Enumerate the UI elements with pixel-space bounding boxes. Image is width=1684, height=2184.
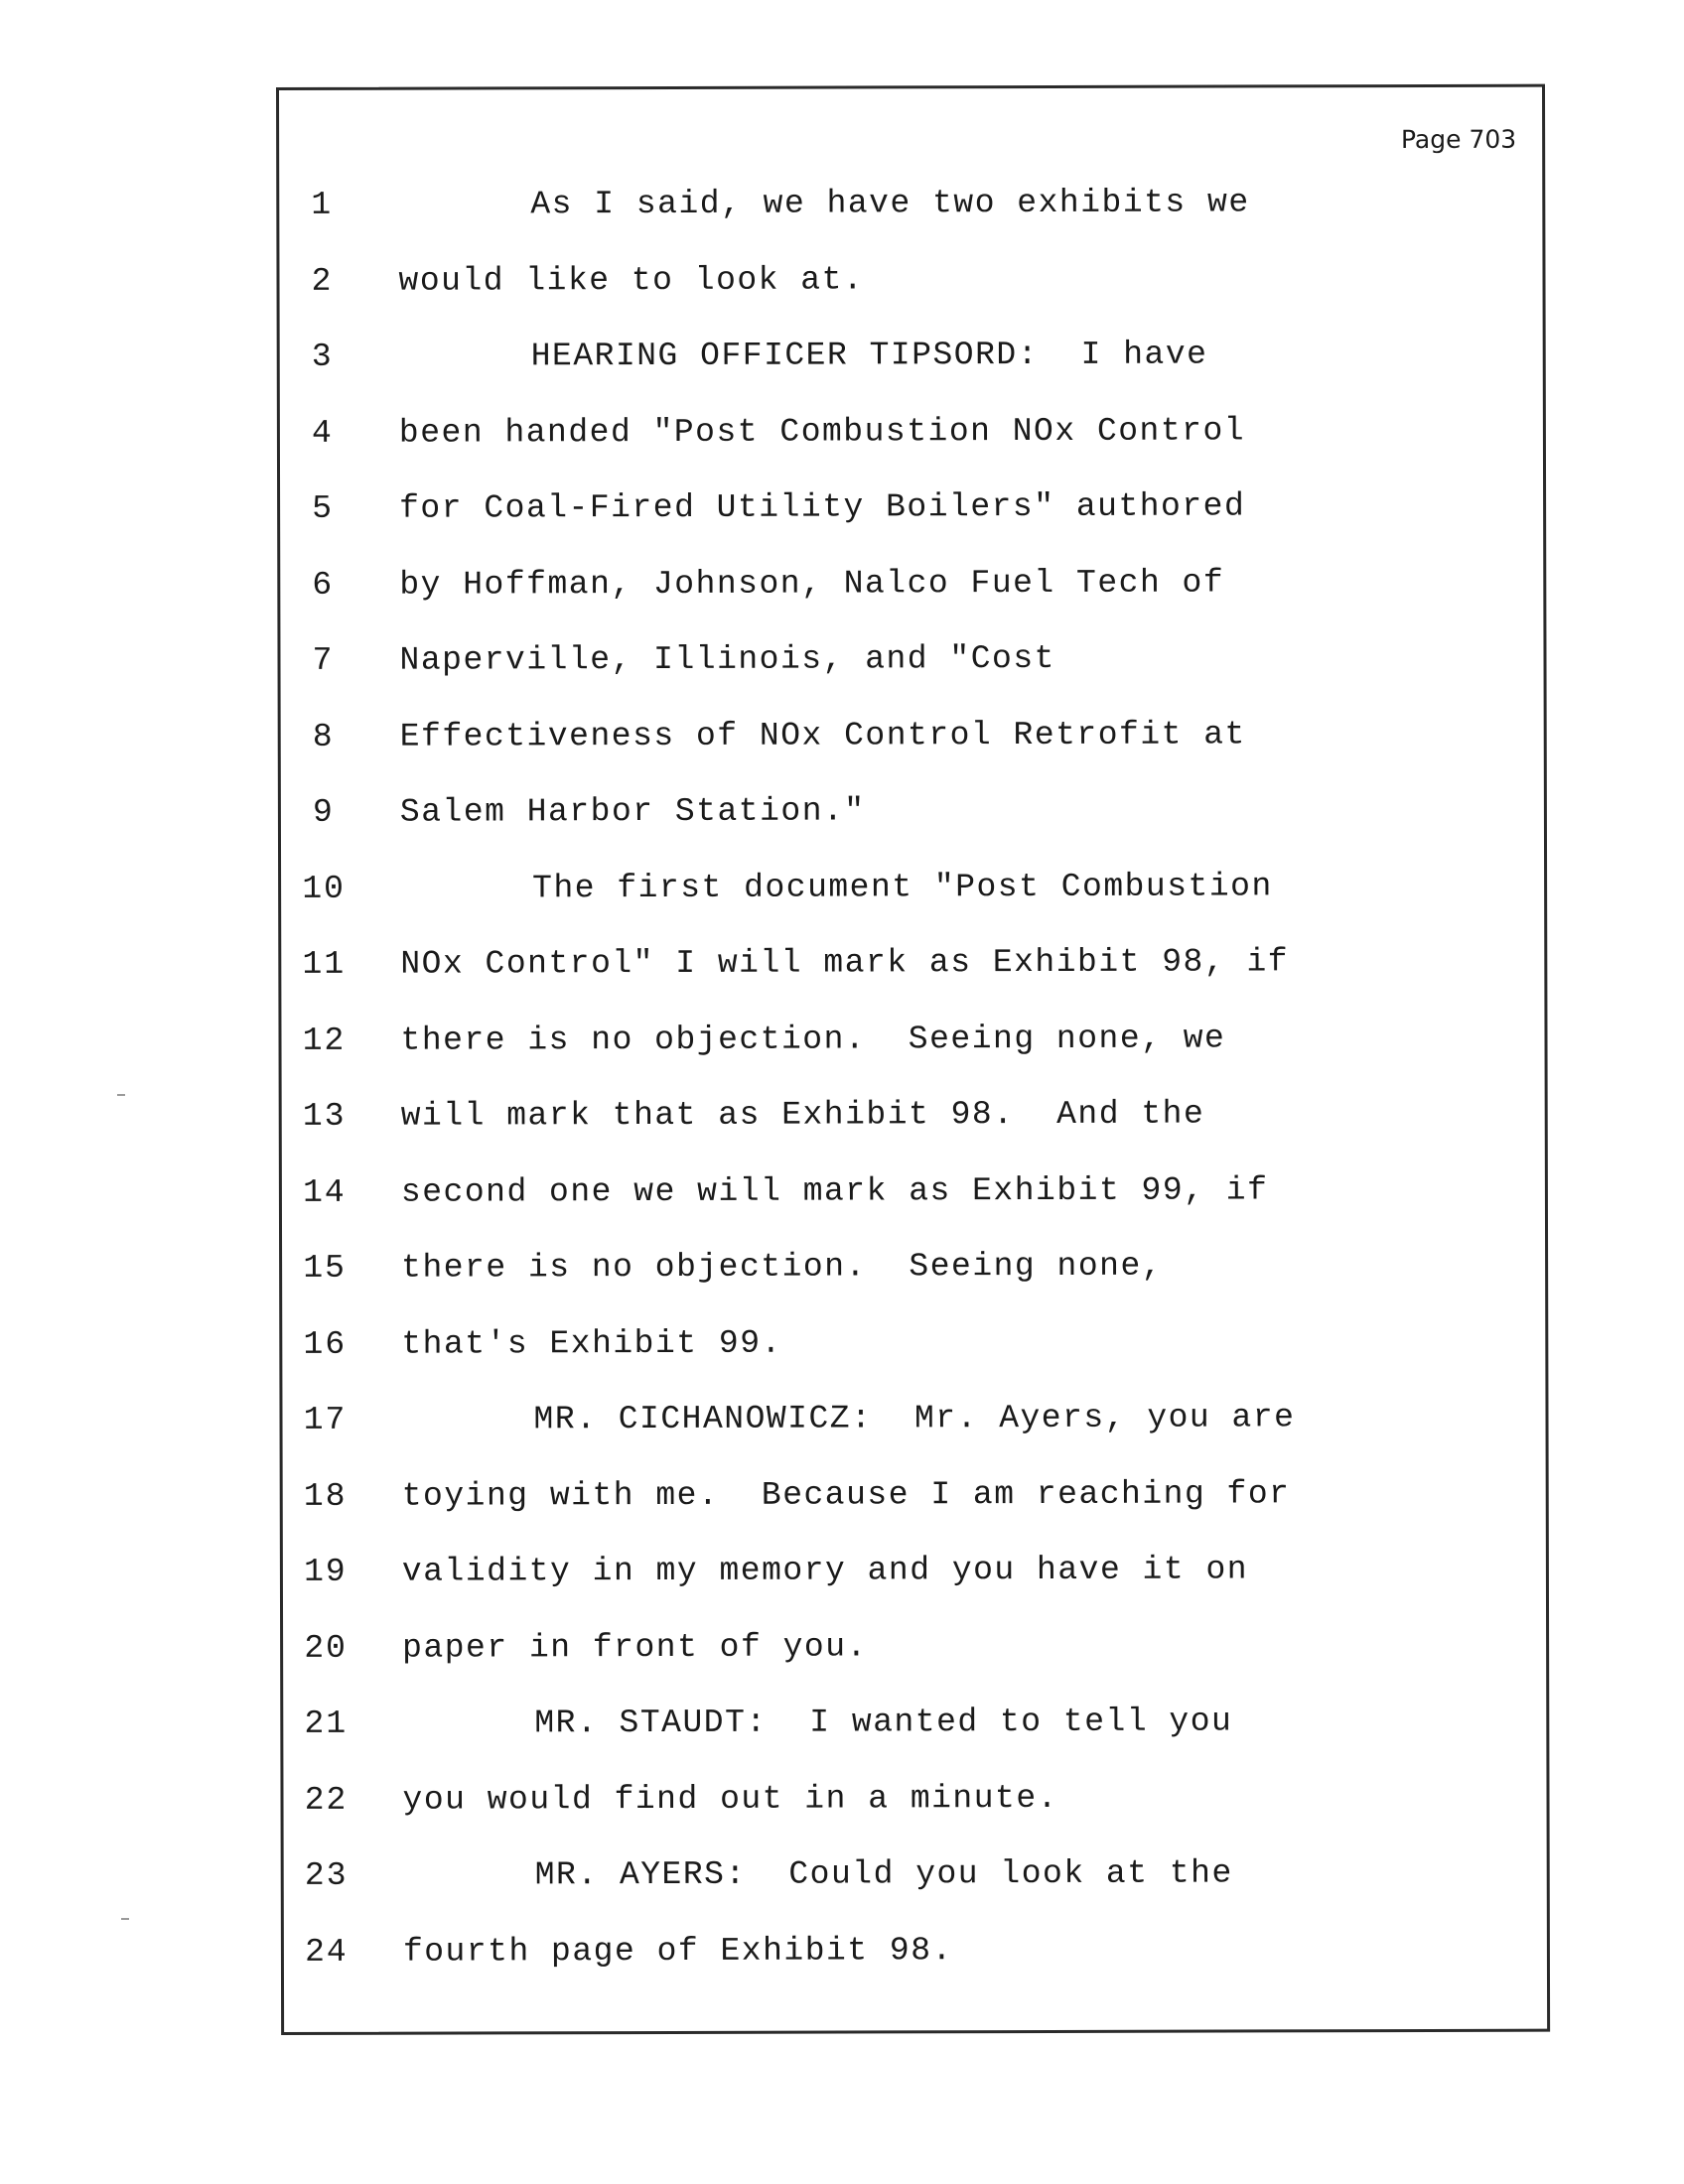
line-number: 17 (303, 1401, 348, 1438)
line-text: you would find out in a minute. (402, 1779, 1058, 1819)
transcript-line (282, 1076, 1545, 1156)
line-number: 12 (302, 1022, 347, 1059)
transcript-line (280, 544, 1543, 623)
line-text: would like to look at. (398, 260, 865, 300)
line-text: As I said, we have two exhibits we (530, 184, 1250, 223)
line-text: fourth page of Exhibit 98. (402, 1931, 953, 1971)
transcript-line (283, 1759, 1546, 1839)
scan-speck (117, 1094, 125, 1096)
transcript-line (283, 1455, 1546, 1535)
line-number: 24 (305, 1933, 349, 1971)
transcript-line (280, 317, 1543, 396)
transcript-line (283, 1532, 1546, 1611)
line-number: 13 (302, 1097, 347, 1135)
line-number: 5 (312, 489, 335, 527)
line-text: The first document "Post Combustion (532, 867, 1273, 906)
line-text: by Hoffman, Johnson, Nalco Fuel Tech of (399, 564, 1225, 604)
line-text: will mark that as Exhibit 98. And the (400, 1095, 1205, 1135)
line-text: for Coal-Fired Utility Boilers" authored (399, 487, 1246, 527)
transcript-line (280, 620, 1543, 700)
transcript-line (282, 1152, 1545, 1231)
line-number: 10 (302, 870, 346, 907)
scan-speck (121, 1918, 129, 1920)
line-text: there is no objection. Seeing none, (401, 1247, 1164, 1287)
transcript-line (282, 1303, 1545, 1383)
line-number: 7 (312, 641, 335, 679)
transcript-line (281, 924, 1544, 1004)
transcript-line (284, 1911, 1547, 1990)
line-number: 15 (303, 1249, 347, 1287)
line-number: 23 (304, 1856, 349, 1894)
line-number: 18 (303, 1477, 348, 1515)
line-number: 11 (302, 945, 347, 983)
line-number: 20 (304, 1629, 348, 1667)
transcript-line (281, 696, 1544, 775)
transcript-line (283, 1684, 1546, 1763)
line-text: MR. AYERS: Could you look at the (534, 1854, 1233, 1894)
transcript-page (276, 84, 1550, 2035)
line-number: 21 (304, 1705, 349, 1742)
line-number: 1 (311, 186, 334, 223)
line-number: 3 (311, 338, 334, 375)
line-text: Naperville, Illinois, and "Cost (399, 639, 1055, 679)
line-text: MR. CICHANOWICZ: Mr. Ayers, you are (533, 1399, 1296, 1438)
line-text: that's Exhibit 99. (401, 1324, 782, 1363)
line-number: 2 (311, 262, 334, 300)
line-number: 6 (312, 566, 335, 604)
line-number: 19 (304, 1553, 348, 1590)
line-number: 4 (311, 414, 334, 452)
line-text: Salem Harbor Station." (399, 792, 866, 831)
line-number: 9 (312, 793, 335, 831)
line-text: MR. STAUDT: I wanted to tell you (534, 1703, 1233, 1742)
transcript-line (281, 848, 1544, 927)
transcript-line (279, 240, 1542, 320)
line-text: been handed "Post Combustion NOx Control (398, 411, 1246, 452)
transcript-line (281, 1000, 1544, 1079)
page-number: Page 703 (1400, 124, 1517, 155)
line-number: 8 (312, 718, 335, 755)
transcript-line (280, 392, 1543, 472)
transcript-line (282, 1228, 1545, 1307)
transcript-line (281, 772, 1544, 852)
line-text: NOx Control" I will mark as Exhibit 98, if (400, 943, 1290, 983)
line-text: HEARING OFFICER TIPSORD: I have (530, 336, 1208, 375)
line-text: paper in front of you. (402, 1627, 868, 1667)
line-number: 16 (303, 1325, 348, 1363)
transcript-line (282, 1380, 1545, 1459)
transcript-lines (279, 165, 1547, 1990)
line-text: there is no objection. Seeing none, we (400, 1019, 1226, 1059)
line-number: 22 (304, 1781, 349, 1819)
line-text: Effectiveness of NOx Control Retrofit at (399, 715, 1246, 755)
line-number: 14 (303, 1173, 347, 1211)
line-text: toying with me. Because I am reaching for (401, 1474, 1291, 1515)
transcript-line (279, 165, 1542, 244)
transcript-line (283, 1607, 1546, 1687)
transcript-line (280, 469, 1543, 548)
line-text: validity in my memory and you have it on (401, 1551, 1249, 1590)
line-text: second one we will mark as Exhibit 99, if (400, 1170, 1269, 1211)
transcript-line (284, 1836, 1547, 1915)
